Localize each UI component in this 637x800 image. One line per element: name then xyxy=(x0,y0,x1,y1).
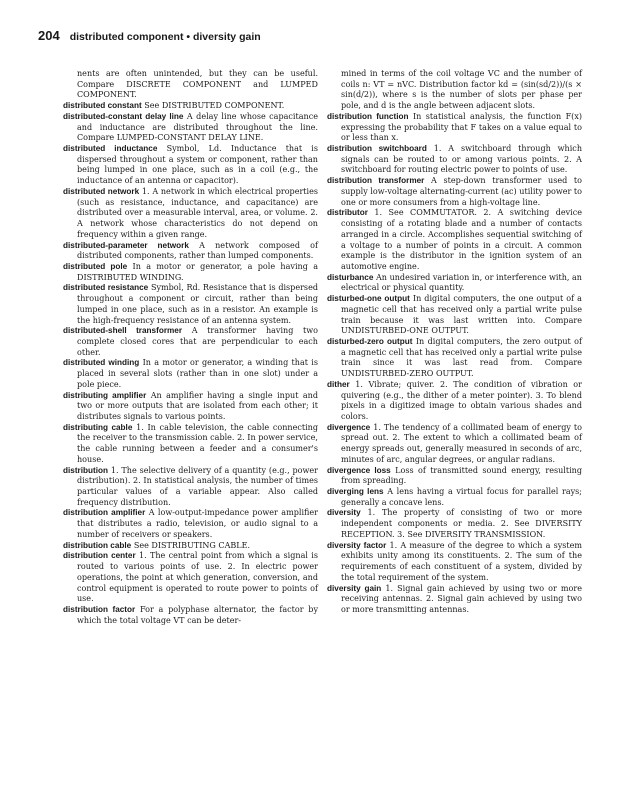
glossary-entry xyxy=(327,508,582,540)
running-header xyxy=(38,28,598,43)
entry-term: distributor xyxy=(327,208,368,218)
glossary-entry xyxy=(63,551,318,605)
entry-definition: 1. A network in which electrical properties (such as resistance, inductance, and capacitance) are distributed over a measurable interval, area, or volume. 2. A network whose characteristics do not depend on frequency within a given range. xyxy=(77,186,319,239)
entry-definition: 1. Signal gain achieved by using two or more receiving antennas. 2. Signal gain achieved by using two or more transmitting antennas. xyxy=(341,583,583,614)
entry-term: distribution center xyxy=(63,551,136,561)
entry-term: dither xyxy=(327,379,350,389)
entry-term: diversity gain xyxy=(327,583,382,593)
entry-term: distributed constant xyxy=(63,101,142,111)
entry-definition: In a motor or generator, a winding that is placed in several slots (rather than in one slot) under a pole piece. xyxy=(77,358,319,389)
glossary-entry xyxy=(327,380,582,423)
glossary-entry xyxy=(63,112,318,144)
entry-definition: A network composed of distributed components, rather than lumped components. xyxy=(77,240,318,261)
glossary-entry xyxy=(327,466,582,487)
glossary-entry xyxy=(63,144,318,187)
entry-definition: 1. The property of consisting of two or more independent components or media. 2. See DIVERSITY RECEPTION. 3. See DIVERSITY TRANSMISSION. xyxy=(341,508,583,539)
entry-term: distributed winding xyxy=(63,358,140,368)
entry-term: disturbed-zero output xyxy=(327,336,413,346)
entry-definition: Loss of transmitted sound energy, resulting from spreading. xyxy=(341,465,583,486)
glossary-entry xyxy=(327,337,582,380)
entry-definition: See DISTRIBUTED COMPONENT. xyxy=(144,101,285,111)
entry-term: distributing cable xyxy=(63,422,133,432)
entry-definition: In digital computers, the one output of a magnetic cell that has received only a partial write pulse train because it was last written into. Compare UNDISTURBED-ONE OUTPUT. xyxy=(341,294,582,336)
glossary-entry xyxy=(63,262,318,283)
glossary-entry xyxy=(63,605,318,626)
entry-definition: 1. A measure of the degree to which a system exhibits unity among its constituents. 2. The sum of the requirements of each constituent of a system, divided by the total requirement of the system. xyxy=(341,540,582,582)
entry-term: diversity factor xyxy=(327,540,387,550)
right-column xyxy=(327,69,582,616)
glossary-entry xyxy=(327,112,582,144)
glossary-entry xyxy=(327,208,582,272)
entry-term: distribution factor xyxy=(63,604,136,614)
entry-term: distribution function xyxy=(327,111,409,121)
entry-definition: 1. In cable television, the cable connecting the receiver to the transmission cable. 2. In power service, the cable running between a feeder and a consumer's house. xyxy=(77,422,319,464)
left-column xyxy=(63,69,318,626)
entry-definition: 1. Vibrate; quiver. 2. The condition of vibration or quivering (e.g., the dither of a meter pointer). 3. To blend pixels in a digitized image to obtain various shades and colors. xyxy=(341,379,582,421)
entry-definition: A transformer having two complete closed cores that are perpendicular to each other. xyxy=(77,326,319,357)
entry-definition: 1. The central point from which a signal is routed to various points of use. 2. In electric power operations, the point at which generation, conversion, and control equipment is operated to route power to points of use. xyxy=(77,551,318,604)
entry-definition: 1. A switchboard through which signals can be routed to or among various points. 2. A switchboard for routing electric power to points of use. xyxy=(341,144,582,175)
entry-term: distribution cable xyxy=(63,540,132,550)
entry-definition: In a motor or generator, a pole having a DISTRIBUTED WINDING. xyxy=(77,261,318,282)
glossary-entry xyxy=(327,423,582,466)
entry-definition: Symbol, Rd. Resistance that is dispersed throughout a component or circuit, rather than being lumped in one place, such as in a resistor. An example is the high-frequency resistance of an antenna system. xyxy=(77,283,318,325)
entry-term: distributed-constant delay line xyxy=(63,111,184,121)
entry-definition: In digital computers, the zero output of a magnetic cell that has received only a partial write pulse train since it was last read from. Compare UNDISTURBED-ZERO OUTPUT. xyxy=(341,336,583,379)
running-title: distributed component • diversity gain xyxy=(69,31,261,43)
entry-term: disturbed-one output xyxy=(327,294,410,304)
glossary-entry xyxy=(327,541,582,584)
glossary-entry xyxy=(327,584,582,616)
entry-term: distribution transformer xyxy=(327,176,425,186)
entry-term: distribution amplifier xyxy=(63,508,146,518)
glossary-entry xyxy=(63,101,318,112)
glossary-entry xyxy=(63,358,318,390)
entry-definition: An undesired variation in, or interference with, an electrical or physical quantity. xyxy=(341,272,582,293)
entry-term: distribution xyxy=(63,465,109,475)
entry-term: disturbance xyxy=(327,272,374,282)
entry-definition: A delay line whose capacitance and inductance are distributed throughout the line. Compare LUMPED-CONSTANT DELAY LINE. xyxy=(77,111,318,143)
entry-definition: In statistical analysis, the function F(x) expressing the probability that F takes on a value equal to or less than x. xyxy=(341,111,582,143)
entry-definition: A step-down transformer used to supply low-voltage alternating-current (ac) utility power to one or more consumers from a high-voltage line. xyxy=(341,176,582,207)
entry-term: divergence loss xyxy=(327,465,391,475)
glossary-entry xyxy=(63,391,318,423)
glossary-entry xyxy=(63,541,318,552)
glossary-entry: mined in terms of the coil voltage VC and the number of coils n: VT = nVC. Distribution factor kd = (sin(sd/2))/(s × sin(d/2)), where s is the number of slots per phase per pole, and d is the angle between adjacent slots. xyxy=(341,69,582,111)
glossary-entry: nents are often unintended, but they can be useful. Compare DISCRETE COMPONENT and LUMPED COMPONENT. xyxy=(77,69,318,100)
entry-term: diversity xyxy=(327,508,361,518)
entry-definition: An amplifier having a single input and two or more outputs that are isolated from each other; it distributes signals to various points. xyxy=(77,390,318,421)
entry-term: distributed network xyxy=(63,186,140,196)
glossary-entry xyxy=(63,423,318,466)
entry-term: distributing amplifier xyxy=(63,390,147,400)
glossary-entry xyxy=(63,187,318,241)
glossary-entry xyxy=(327,294,582,337)
entry-term: distributed-shell transformer xyxy=(63,326,183,336)
glossary-entry xyxy=(63,326,318,358)
glossary-entry xyxy=(327,144,582,176)
glossary-entry xyxy=(63,466,318,509)
glossary-entry xyxy=(327,487,582,508)
entry-definition: 1. See COMMUTATOR. 2. A switching device consisting of a rotating blade and a number of contacts arranged in a circle. Accomplishes sequential switching of a voltage to a number of points in a circuit. A common example is the distributor in the ignition system of an automotive engine. xyxy=(341,208,582,271)
entry-term: distributed pole xyxy=(63,261,128,271)
entry-term: diverging lens xyxy=(327,487,384,497)
glossary-entry xyxy=(327,273,582,294)
entry-term: distributed resistance xyxy=(63,283,149,293)
entry-term: distributed-parameter network xyxy=(63,240,189,250)
entry-definition: For a polyphase alternator, the factor by which the total voltage VT can be deter- xyxy=(77,604,319,625)
glossary-entry xyxy=(63,283,318,326)
entry-definition: See DISTRIBUTING CABLE. xyxy=(133,540,251,550)
entry-definition: 1. The selective delivery of a quantity (e.g., power distribution). 2. In statistical analysis, the number of times particular values of a variable appear. Also called frequency distribution. xyxy=(77,465,318,507)
entry-definition: 1. The tendency of a collimated beam of energy to spread out. 2. The extent to which a collimated beam of energy spreads out, generally measured in seconds of arc, minutes of arc, angular degrees, or angular radians. xyxy=(341,422,582,464)
entry-definition: Symbol, Ld. Inductance that is dispersed throughout a system or component, rather than being lumped in one place, such as in a coil (e.g., the inductance of an antenna or capacitor). xyxy=(77,144,319,186)
entry-definition: A low-output-impedance power amplifier that distributes a radio, television, or audio signal to a number of receivers or speakers. xyxy=(77,508,318,539)
entry-term: distribution switchboard xyxy=(327,144,427,154)
glossary-entry xyxy=(63,508,318,540)
glossary-entry xyxy=(63,241,318,262)
entry-term: divergence xyxy=(327,422,371,432)
entry-definition: A lens having a virtual focus for parallel rays; generally a concave lens. xyxy=(341,487,583,507)
page-number: 204 xyxy=(38,28,60,43)
entry-term: distributed inductance xyxy=(63,144,158,154)
glossary-entry xyxy=(327,176,582,208)
